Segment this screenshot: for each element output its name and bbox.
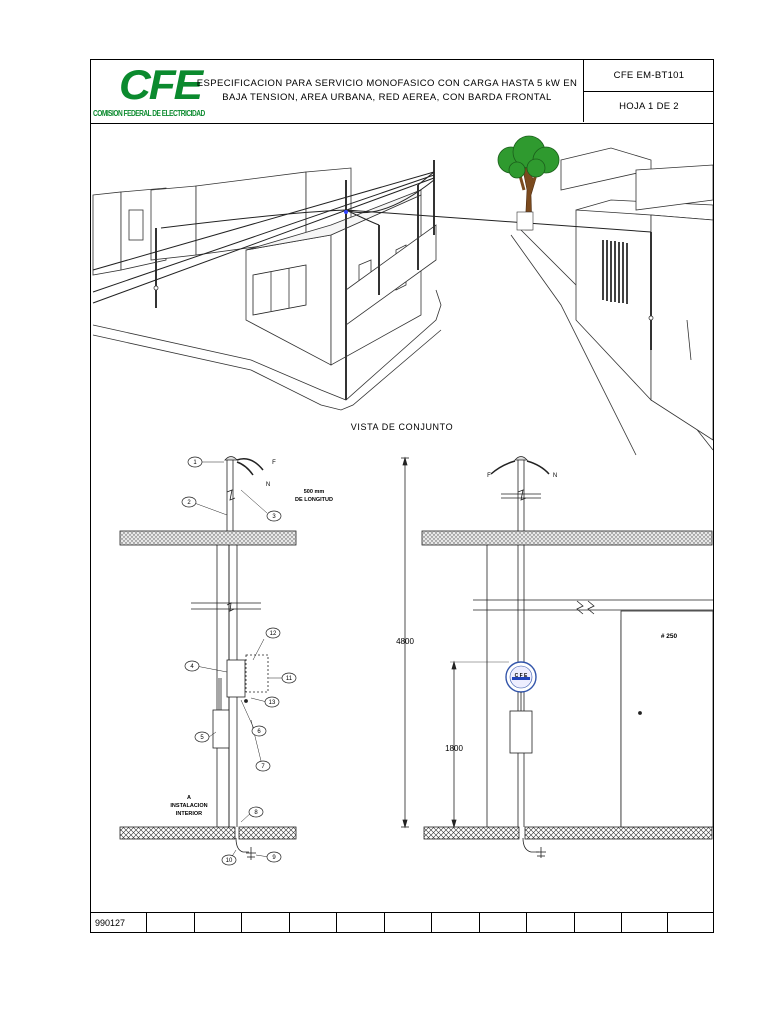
revision-cell (337, 913, 385, 933)
dimension-total: 4800 (396, 637, 414, 646)
callout-6: 6 (257, 729, 261, 735)
callout-3: 3 (272, 514, 276, 520)
callout-5: 5 (200, 735, 204, 741)
left-phase-label: F (272, 460, 276, 466)
cfe-logo-subtitle: COMISION FEDERAL DE ELECTRICIDAD (93, 109, 205, 118)
callout-12: 12 (269, 631, 277, 637)
length-note-2: DE LONGITUD (295, 497, 333, 503)
length-note-1: 500 mm (303, 489, 325, 495)
revision-cell (195, 913, 242, 933)
callout-11: 11 (285, 676, 293, 682)
house-number: # 250 (660, 633, 678, 640)
title-line-2: BAJA TENSION, AREA URBANA, RED AEREA, CON BARDA FRONTAL (222, 92, 552, 103)
callout-2: 2 (187, 500, 191, 506)
callout-1: 1 (193, 460, 197, 466)
callout-4: 4 (190, 664, 194, 670)
revision-block (91, 912, 713, 933)
interior-note-1: A (187, 795, 191, 801)
revision-cell (480, 913, 527, 933)
technical-drawing (91, 60, 713, 912)
dimension-meter: 1800 (445, 744, 463, 753)
revision-cell (622, 913, 668, 933)
interior-note-2: INSTALACION (170, 803, 208, 809)
revision-cell (290, 913, 337, 933)
interior-note-3: INTERIOR (175, 811, 203, 817)
overview-caption: VISTA DE CONJUNTO (350, 422, 454, 432)
revision-cell (668, 913, 713, 933)
meter-label: C F E (514, 673, 528, 679)
overview-scene (93, 148, 713, 455)
revision-cell (242, 913, 290, 933)
right-neutral-label: N (552, 473, 558, 479)
right-service-detail (401, 457, 713, 859)
callout-13: 13 (268, 700, 276, 706)
drawing-sheet (90, 59, 714, 933)
callout-8: 8 (254, 810, 258, 816)
title-line-1: ESPECIFICACION PARA SERVICIO MONOFASICO CON CARGA HASTA 5 kW EN (196, 78, 578, 89)
sheet-number: HOJA 1 DE 2 (619, 101, 679, 112)
revision-date: 990127 (91, 913, 147, 933)
revision-cell (575, 913, 622, 933)
revision-cell (385, 913, 432, 933)
left-neutral-label: N (265, 482, 271, 488)
cfe-logo-mark: CFE (119, 61, 201, 108)
revision-cell (432, 913, 480, 933)
right-phase-label: F (487, 473, 491, 479)
document-code: CFE EM-BT101 (584, 60, 714, 92)
revision-cell (147, 913, 195, 933)
revision-cell (527, 913, 575, 933)
tree-icon (498, 136, 559, 230)
left-service-detail (120, 457, 296, 866)
callout-10: 10 (225, 858, 233, 864)
callout-9: 9 (272, 855, 276, 861)
callout-7: 7 (261, 764, 265, 770)
